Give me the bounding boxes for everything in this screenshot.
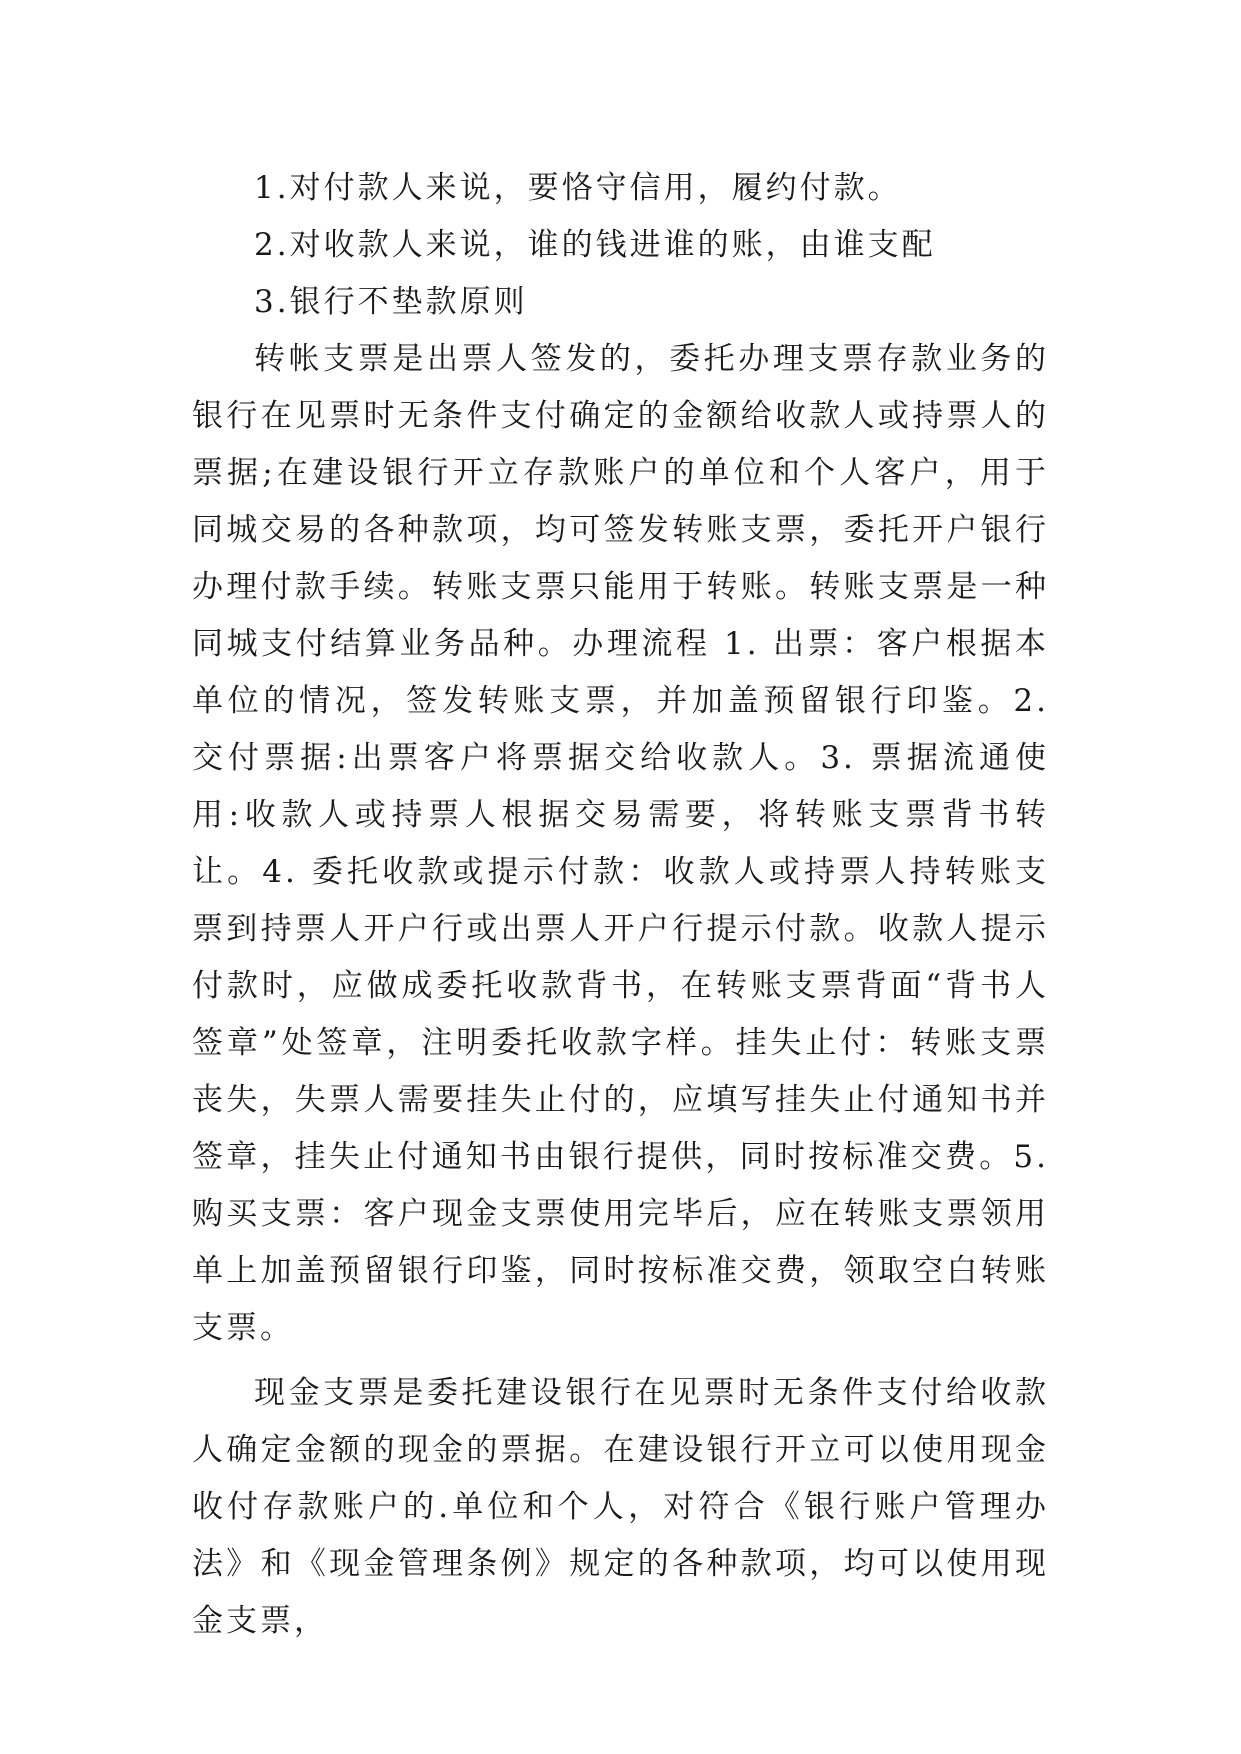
document-body: [192, 160, 1049, 1650]
list-item-2: 2.对收款人来说，谁的钱进谁的账，由谁支配: [254, 227, 936, 263]
paragraph-transfer-check: 转帐支票是出票人签发的，委托办理支票存款业务的银行在见票时无条件支付确定的金额给收款人或持票人的票据;在建设银行开立存款账户的单位和个人客户，用于同城交易的各种款项，均可签发转账支票，委托开户银行办理付款手续。转账支票只能用于转账。转账支票是一种同城支付结算业务品种。办理流程 1. 出票：客户根据本单位的情况，签发转账支票，并加盖预留银行印鉴。2. 交付票据:出票客户将票据交给收款人。3. 票据流通使用:收款人或持票人根据交易需要，将转账支票背书转让。4. 委托收款或提示付款：收款人或持票人持转账支票到持票人开户行或出票人开户行提示付款。收款人提示付款时，应做成委托收款背书，在转账支票背面“背书人签章”处签章，注明委托收款字样。挂失止付：转账支票丧失，失票人需要挂失止付的，应填写挂失止付通知书并签章，挂失止付通知书由银行提供，同时按标准交费。5. 购买支票：客户现金支票使用完毕后，应在转账支票领用单上加盖预留银行印鉴，同时按标准交费，领取空白转账支票。: [192, 341, 1049, 1346]
list-item-1: 1.对付款人来说，要恪守信用，履约付款。: [254, 170, 902, 206]
paragraph-cash-check: 现金支票是委托建设银行在见票时无条件支付给收款人确定金额的现金的票据。在建设银行开立可以使用现金收付存款账户的.单位和个人，对符合《银行账户管理办法》和《现金管理条例》规定的各种款项，均可以使用现金支票，: [192, 1375, 1049, 1639]
list-item-3: 3.银行不垫款原则: [254, 284, 528, 320]
